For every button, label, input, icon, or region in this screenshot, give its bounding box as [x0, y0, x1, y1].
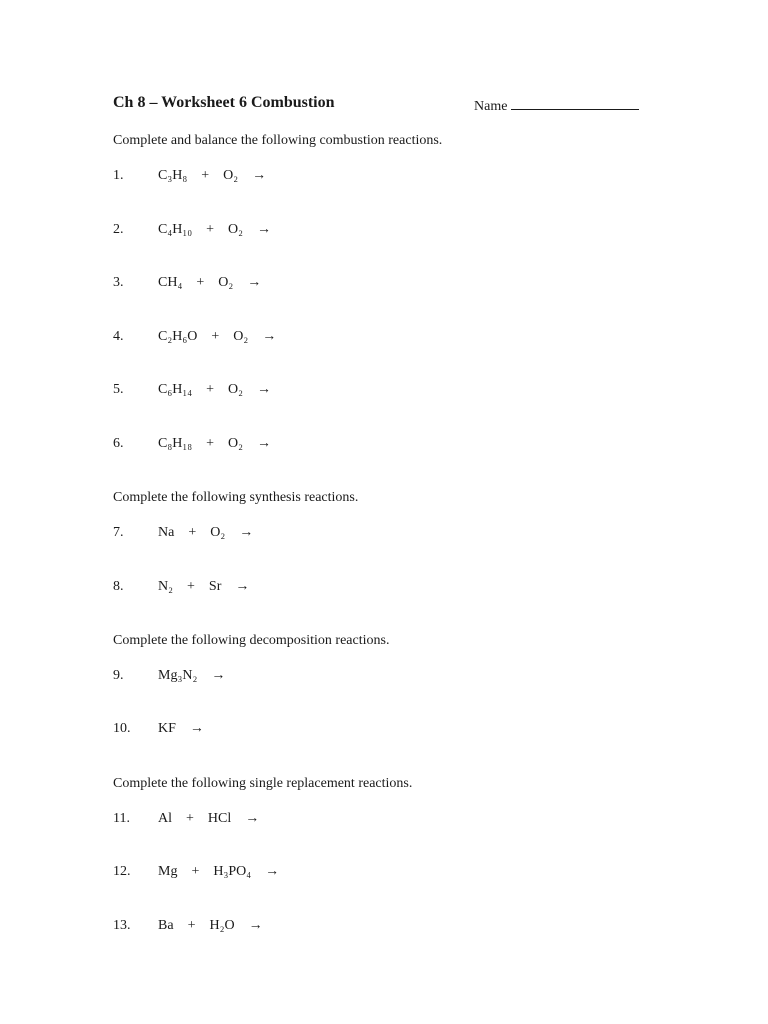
- plus-sign: +: [187, 579, 195, 594]
- chemical-formula: C₄H₁₀: [158, 222, 193, 237]
- plus-sign: +: [196, 275, 205, 290]
- problem-number: 4.: [113, 329, 124, 344]
- plus-sign: +: [206, 436, 214, 451]
- chemical-formula: KF: [158, 721, 176, 736]
- problem-number: 12.: [113, 864, 131, 879]
- chemical-formula: O₂: [228, 436, 243, 451]
- chemical-formula: Sr: [208, 579, 222, 594]
- reaction-arrow: →: [189, 721, 204, 736]
- section-instruction-decomposition: Complete the following decomposition reactions.: [113, 633, 390, 648]
- reaction-equation: [158, 579, 263, 595]
- name-label: Name: [474, 99, 508, 114]
- chemical-formula: O₂: [223, 168, 239, 183]
- reaction-arrow: →: [262, 329, 277, 344]
- plus-sign: +: [188, 525, 197, 540]
- chemical-formula: Al: [158, 811, 172, 826]
- reaction-arrow: →: [265, 864, 280, 879]
- chemical-formula: O₂: [218, 275, 234, 290]
- problem-number: 13.: [113, 918, 131, 933]
- reaction-arrow: →: [247, 275, 262, 290]
- reaction-arrow: →: [235, 579, 250, 594]
- reaction-arrow: →: [248, 918, 263, 933]
- problem-number: 1.: [113, 168, 124, 183]
- problem-number: 5.: [113, 382, 124, 397]
- chemical-formula: Na: [158, 525, 175, 540]
- chemical-formula: C₃H₈: [158, 168, 188, 183]
- chemical-formula: O₂: [233, 329, 249, 344]
- plus-sign: +: [206, 382, 214, 397]
- reaction-arrow: →: [257, 436, 271, 451]
- name-blank-line[interactable]: [511, 96, 639, 110]
- plus-sign: +: [211, 329, 220, 344]
- reaction-equation: [158, 275, 275, 291]
- reaction-arrow: →: [245, 811, 260, 826]
- reaction-arrow: →: [252, 168, 267, 183]
- reaction-equation: [158, 864, 293, 880]
- reaction-equation: [158, 918, 277, 934]
- reaction-equation: [158, 222, 285, 238]
- worksheet-title: Ch 8 – Worksheet 6 Combustion: [113, 94, 335, 111]
- reaction-arrow: →: [211, 668, 226, 683]
- problem-number: 7.: [113, 525, 124, 540]
- problem-number: 3.: [113, 275, 124, 290]
- problem-number: 9.: [113, 668, 124, 683]
- chemical-formula: C₆H₁₄: [158, 382, 193, 397]
- reaction-equation: [158, 525, 267, 541]
- chemical-formula: O₂: [228, 222, 243, 237]
- chemical-formula: C₈H₁₈: [158, 436, 193, 451]
- reaction-equation: [158, 382, 285, 398]
- plus-sign: +: [186, 811, 194, 826]
- reaction-equation: [158, 721, 218, 737]
- reaction-equation: [158, 811, 273, 827]
- problem-number: 10.: [113, 721, 131, 736]
- problem-number: 8.: [113, 579, 124, 594]
- reaction-equation: [158, 168, 280, 184]
- chemical-formula: O₂: [228, 382, 243, 397]
- chemical-formula: C₂H₆O: [158, 329, 198, 344]
- chemical-formula: O₂: [210, 525, 226, 540]
- chemical-formula: Mg₃N₂: [158, 668, 198, 683]
- reaction-arrow: →: [257, 222, 271, 237]
- plus-sign: +: [191, 864, 200, 879]
- plus-sign: +: [206, 222, 214, 237]
- chemical-formula: H₂O: [209, 918, 235, 933]
- reaction-arrow: →: [239, 525, 254, 540]
- reaction-equation: [158, 436, 285, 452]
- problem-number: 11.: [113, 811, 130, 826]
- reaction-arrow: →: [257, 382, 271, 397]
- chemical-formula: N₂: [158, 579, 173, 594]
- problem-number: 6.: [113, 436, 124, 451]
- reaction-equation: [158, 668, 239, 684]
- section-instruction-synthesis: Complete the following synthesis reactions.: [113, 490, 359, 505]
- plus-sign: +: [201, 168, 210, 183]
- chemical-formula: Ba: [158, 918, 174, 933]
- chemical-formula: H₃PO₄: [213, 864, 252, 879]
- problem-number: 2.: [113, 222, 124, 237]
- chemical-formula: CH₄: [158, 275, 183, 290]
- name-field: [474, 96, 639, 115]
- chemical-formula: HCl: [207, 811, 232, 826]
- plus-sign: +: [187, 918, 196, 933]
- section-instruction-single-replacement: Complete the following single replacement reactions.: [113, 776, 413, 791]
- reaction-equation: [158, 329, 290, 345]
- chemical-formula: Mg: [158, 864, 178, 879]
- section-instruction-combustion: Complete and balance the following combustion reactions.: [113, 133, 443, 148]
